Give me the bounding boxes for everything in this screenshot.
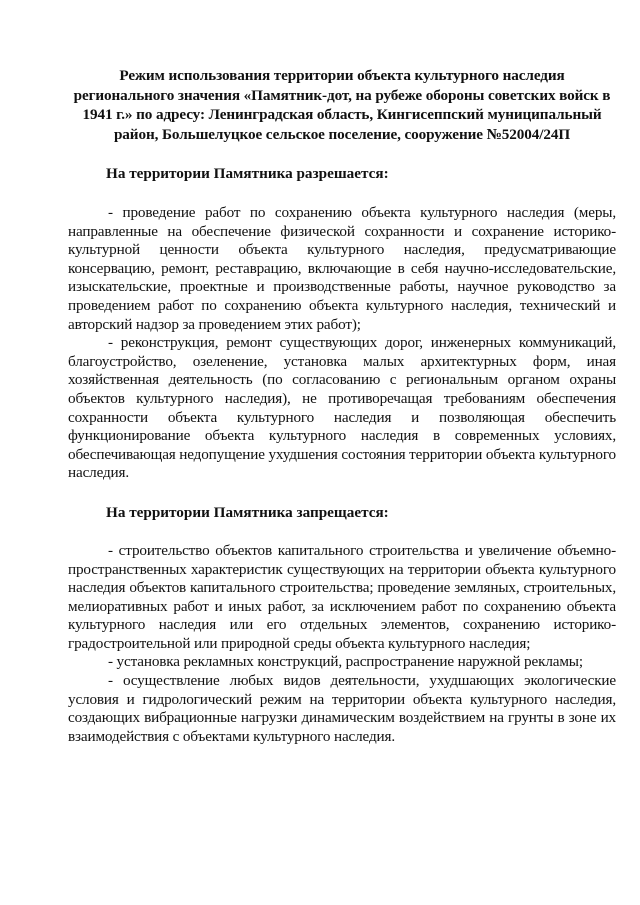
prohibited-item: - осуществление любых видов деятельности, ухудшающих экологические условия и гидрологический режим на территории объекта культурного наследия, создающих вибрационные нагрузки динамическим воздействием на грунты в зоне их взаимодействия с объектами культурного наследия. bbox=[68, 672, 616, 745]
prohibited-item: - установка рекламных конструкций, распространение наружной рекламы; bbox=[108, 653, 583, 671]
allowed-item: - реконструкция, ремонт существующих дорог, инженерных коммуникаций, благоустройство, озеленение, установка малых архитектурных форм, иная хозяйственная деятельность (по согласованию с региональным органом охраны объектов культурного наследия), не противоречащая требованиям обеспечения сохранности объекта культурного наследия и позволяющая обеспечить функционирование объекта культурного наследия в современных условиях, обеспечивающая недопущение ухудшения состояния территории объекта культурного наследия. bbox=[68, 334, 616, 482]
prohibited-heading: На территории Памятника запрещается: bbox=[106, 503, 389, 521]
prohibited-item: - строительство объектов капитального строительства и увеличение объемно-пространственных характеристик существующих на территории объекта культурного наследия объектов капитального строительства; проведение земляных, строительных, мелиоративных работ и иных работ, за исключением работ по сохранению объекта культурного наследия или его отдельных элементов, сохранению историко-градостроительной или природной среды объекта культурного наследия; bbox=[68, 541, 616, 652]
allowed-item: - проведение работ по сохранению объекта культурного наследия (меры, направленные на обеспечение физической сохранности и сохранение историко-культурной ценности объекта культурного наследия, предусматривающие консервацию, ремонт, реставрацию, включающие в себя научно-исследовательские, изыскательские, проектные и производственные работы, научное руководство за проведением работ по сохранению объекта культурного наследия, технический и авторский надзор за проведением этих работ); bbox=[68, 204, 616, 333]
document-title: Режим использования территории объекта культурного наследия регионального значения «Памятник-дот, на рубеже обороны советских войск в 1941 г.» по адресу: Ленинградская область, Кингисеппский муниципальный район, Большелуцкое сельское поселение, сооружение №52004/24П bbox=[73, 67, 611, 143]
allowed-list bbox=[68, 204, 616, 483]
prohibited-list bbox=[68, 542, 616, 747]
allowed-heading: На территории Памятника разрешается: bbox=[106, 165, 389, 182]
document-page bbox=[68, 66, 616, 746]
